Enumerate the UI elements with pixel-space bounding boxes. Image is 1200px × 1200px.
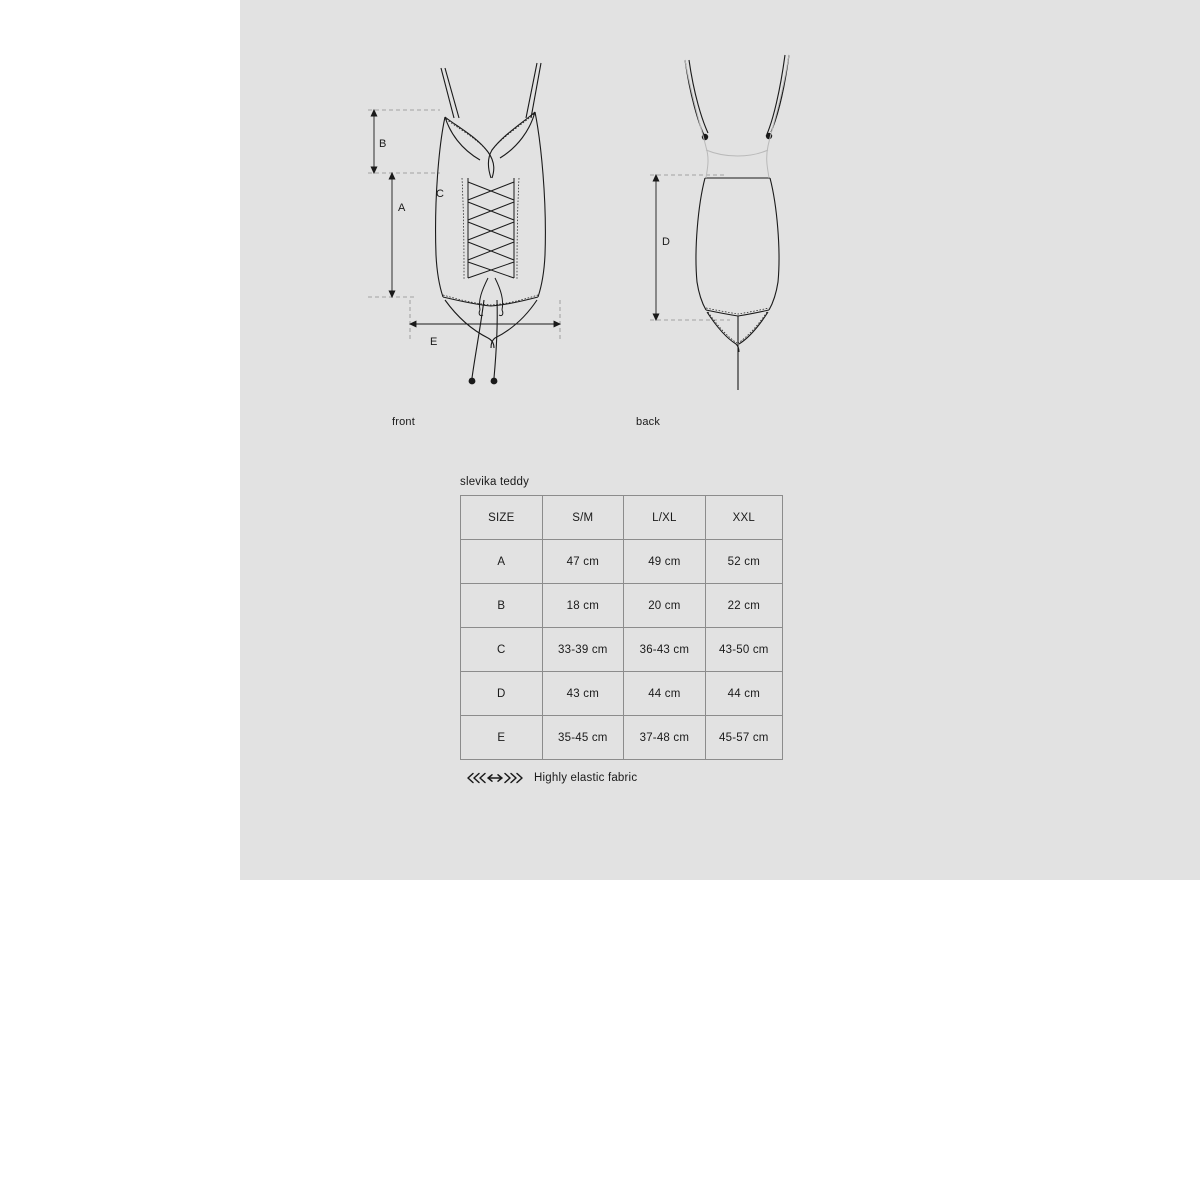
cell-d-sm: 43 cm (542, 672, 624, 716)
row-label-e: E (461, 716, 543, 760)
table-header-size: SIZE (461, 496, 543, 540)
table-row (461, 672, 783, 716)
front-garment-outline (436, 63, 546, 384)
cell-c-sm: 33-39 cm (542, 628, 624, 672)
cell-c-xxl: 43-50 cm (705, 628, 782, 672)
cell-b-sm: 18 cm (542, 584, 624, 628)
dimension-label-a: A (398, 202, 406, 214)
size-chart-table (460, 495, 783, 760)
cell-e-xxl: 45-57 cm (705, 716, 782, 760)
dimension-arrow-e (410, 321, 560, 327)
dimension-arrow-a (389, 173, 395, 297)
product-name: slevika teddy (460, 476, 530, 488)
table-header-sm: S/M (542, 496, 624, 540)
front-view-label: front (392, 416, 416, 428)
row-label-d: D (461, 672, 543, 716)
table-row (461, 540, 783, 584)
cell-a-sm: 47 cm (542, 540, 624, 584)
front-lace-up-detail (468, 178, 514, 316)
dimension-arrow-d (653, 175, 659, 320)
cell-d-xxl: 44 cm (705, 672, 782, 716)
cell-e-lxl: 37-48 cm (624, 716, 706, 760)
table-header-lxl: L/XL (624, 496, 706, 540)
cell-c-lxl: 36-43 cm (624, 628, 706, 672)
dimension-label-d: D (662, 236, 670, 248)
row-label-a: A (461, 540, 543, 584)
cell-b-xxl: 22 cm (705, 584, 782, 628)
table-row (461, 584, 783, 628)
front-dimension-guides (368, 110, 560, 340)
dimension-arrow-b (371, 110, 377, 173)
cell-b-lxl: 20 cm (624, 584, 706, 628)
back-garment-outline (685, 55, 789, 390)
cell-a-lxl: 49 cm (624, 540, 706, 584)
dimension-label-e: E (430, 336, 438, 348)
front-lace-trim (443, 114, 538, 305)
row-label-c: C (461, 628, 543, 672)
table-row (461, 628, 783, 672)
dimension-label-c: C (436, 188, 444, 200)
back-view-drawing (610, 0, 1010, 410)
table-row (461, 716, 783, 760)
size-chart-block (460, 476, 790, 785)
cell-a-xxl: 52 cm (705, 540, 782, 584)
dimension-label-b: B (379, 138, 387, 150)
table-header-xxl: XXL (705, 496, 782, 540)
technical-drawings (240, 0, 1200, 450)
cell-e-sm: 35-45 cm (542, 716, 624, 760)
elastic-fabric-note (464, 771, 790, 785)
elastic-fabric-text: Highly elastic fabric (534, 772, 638, 784)
back-strap-adjusters (702, 133, 772, 140)
table-header-row (461, 496, 783, 540)
row-label-b: B (461, 584, 543, 628)
elastic-arrows-icon (464, 771, 526, 785)
cell-d-lxl: 44 cm (624, 672, 706, 716)
back-view-label: back (636, 416, 661, 428)
